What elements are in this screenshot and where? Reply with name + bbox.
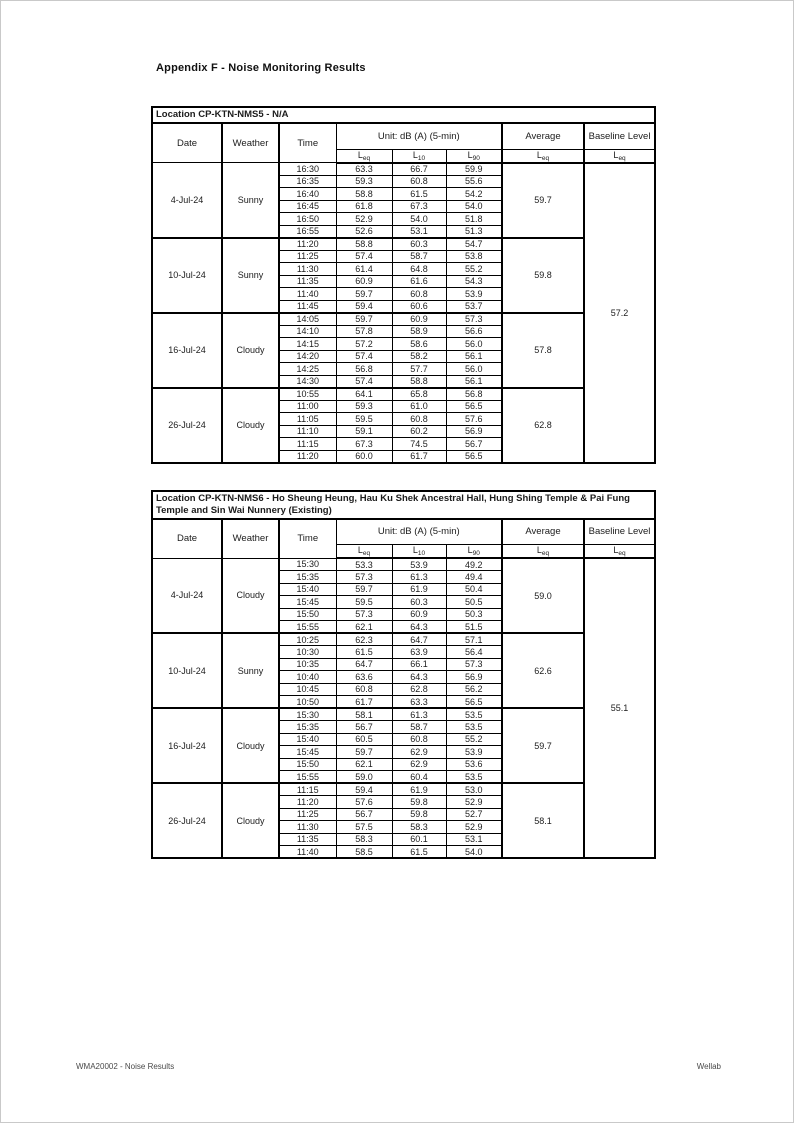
leq-cell: 59.7 [336, 746, 392, 759]
l10-cell: 58.6 [392, 338, 446, 351]
leq-cell: 52.6 [336, 225, 392, 238]
l10-cell: 64.3 [392, 671, 446, 684]
l10-cell: 60.1 [392, 833, 446, 846]
leq-cell: 59.7 [336, 288, 392, 301]
l90-cell: 53.6 [446, 758, 502, 771]
average-cell: 62.8 [502, 388, 584, 463]
measurement-row [152, 163, 655, 176]
leq-cell: 59.3 [336, 400, 392, 413]
l90-cell: 56.0 [446, 338, 502, 351]
col-header-average: Average [502, 123, 584, 149]
time-cell: 10:30 [279, 646, 336, 659]
l10-cell: 60.9 [392, 313, 446, 326]
l10-cell: 66.1 [392, 658, 446, 671]
leq-cell: 57.3 [336, 571, 392, 584]
l90-cell: 52.7 [446, 808, 502, 821]
l90-cell: 54.7 [446, 238, 502, 251]
time-cell: 11:35 [279, 275, 336, 288]
l10-cell: 63.3 [392, 696, 446, 709]
leq-cell: 58.8 [336, 188, 392, 201]
l10-cell: 64.7 [392, 633, 446, 646]
l10-cell: 62.9 [392, 758, 446, 771]
leq-cell: 53.3 [336, 558, 392, 571]
l10-cell: 60.8 [392, 175, 446, 188]
time-cell: 11:15 [279, 783, 336, 796]
leq-cell: 56.8 [336, 363, 392, 376]
leq-cell: 64.1 [336, 388, 392, 401]
time-cell: 10:35 [279, 658, 336, 671]
time-cell: 14:25 [279, 363, 336, 376]
measurement-row [152, 313, 655, 326]
time-cell: 16:35 [279, 175, 336, 188]
l90-cell: 52.9 [446, 796, 502, 809]
leq-cell: 60.0 [336, 450, 392, 463]
subscript: eq [541, 550, 550, 557]
l10-cell: 58.2 [392, 350, 446, 363]
time-cell: 11:10 [279, 425, 336, 438]
l10-cell: 62.9 [392, 746, 446, 759]
time-cell: 14:20 [279, 350, 336, 363]
time-cell: 11:25 [279, 808, 336, 821]
l90-cell: 52.9 [446, 821, 502, 834]
time-cell: 11:05 [279, 413, 336, 426]
l10-cell: 61.3 [392, 708, 446, 721]
time-cell: 15:35 [279, 571, 336, 584]
time-cell: 15:30 [279, 708, 336, 721]
l90-cell: 51.3 [446, 225, 502, 238]
l90-cell: 51.5 [446, 621, 502, 634]
time-cell: 16:50 [279, 213, 336, 226]
l10-cell: 57.7 [392, 363, 446, 376]
col-subheader-average-leq: $L_{eq}$ [502, 149, 584, 163]
l90-cell: 55.2 [446, 263, 502, 276]
l90-cell: 56.6 [446, 325, 502, 338]
l90-cell: 55.2 [446, 733, 502, 746]
time-cell: 15:40 [279, 583, 336, 596]
l90-cell: 56.1 [446, 350, 502, 363]
col-subheader-l10: $L_{10}$ [392, 149, 446, 163]
col-header-baseline: Baseline Level [584, 519, 655, 545]
l10-cell: 61.0 [392, 400, 446, 413]
l10-cell: 62.8 [392, 683, 446, 696]
l90-cell: 56.5 [446, 450, 502, 463]
location-header: Location CP-KTN-NMS5 - N/A [152, 107, 655, 123]
l10-cell: 58.8 [392, 375, 446, 388]
l10-cell: 61.5 [392, 846, 446, 859]
l90-cell: 56.7 [446, 438, 502, 451]
leq-cell: 59.1 [336, 425, 392, 438]
l10-cell: 60.3 [392, 596, 446, 609]
leq-cell: 59.0 [336, 771, 392, 784]
leq-cell: 59.7 [336, 583, 392, 596]
leq-cell: 63.3 [336, 163, 392, 176]
l90-cell: 56.9 [446, 671, 502, 684]
leq-cell: 60.5 [336, 733, 392, 746]
l10-cell: 61.6 [392, 275, 446, 288]
l90-cell: 53.9 [446, 288, 502, 301]
time-cell: 11:30 [279, 821, 336, 834]
l90-cell: 57.3 [446, 658, 502, 671]
l10-cell: 67.3 [392, 200, 446, 213]
average-cell: 59.7 [502, 163, 584, 238]
col-header-weather: Weather [222, 123, 279, 163]
leq-cell: 60.8 [336, 683, 392, 696]
measurement-row [152, 708, 655, 721]
l90-cell: 53.5 [446, 771, 502, 784]
col-subheader-baseline-leq: $L_{eq}$ [584, 149, 655, 163]
l90-cell: 53.5 [446, 708, 502, 721]
leq-cell: 63.6 [336, 671, 392, 684]
leq-cell: 59.7 [336, 313, 392, 326]
time-cell: 10:40 [279, 671, 336, 684]
l90-cell: 51.8 [446, 213, 502, 226]
time-cell: 11:40 [279, 288, 336, 301]
time-cell: 10:55 [279, 388, 336, 401]
time-cell: 11:15 [279, 438, 336, 451]
time-cell: 11:30 [279, 263, 336, 276]
l90-cell: 56.1 [446, 375, 502, 388]
l90-cell: 56.5 [446, 400, 502, 413]
l90-cell: 50.3 [446, 608, 502, 621]
l90-cell: 49.4 [446, 571, 502, 584]
l10-cell: 74.5 [392, 438, 446, 451]
leq-cell: 57.4 [336, 250, 392, 263]
weather-cell: Sunny [222, 633, 279, 708]
time-cell: 14:10 [279, 325, 336, 338]
l10-cell: 61.3 [392, 571, 446, 584]
l90-cell: 57.6 [446, 413, 502, 426]
col-header-average: Average [502, 519, 584, 545]
time-cell: 15:45 [279, 596, 336, 609]
l90-cell: 54.3 [446, 275, 502, 288]
subscript: 90 [472, 154, 480, 162]
col-subheader-l90: $L_{90}$ [446, 149, 502, 163]
date-cell: 26-Jul-24 [152, 388, 222, 463]
l10-cell: 59.8 [392, 796, 446, 809]
l10-cell: 60.8 [392, 413, 446, 426]
leq-cell: 67.3 [336, 438, 392, 451]
l90-cell: 53.5 [446, 721, 502, 734]
l10-cell: 63.9 [392, 646, 446, 659]
subscript: eq [618, 550, 626, 557]
leq-cell: 60.9 [336, 275, 392, 288]
l90-cell: 56.5 [446, 696, 502, 709]
weather-cell: Cloudy [222, 313, 279, 388]
col-header-unit: Unit: dB (A) (5-min) [336, 123, 502, 149]
baseline-level-cell: 57.2 [584, 163, 655, 463]
l10-cell: 64.8 [392, 263, 446, 276]
leq-cell: 59.3 [336, 175, 392, 188]
leq-cell: 59.5 [336, 413, 392, 426]
time-cell: 16:55 [279, 225, 336, 238]
l10-cell: 64.3 [392, 621, 446, 634]
time-cell: 16:40 [279, 188, 336, 201]
leq-cell: 56.7 [336, 808, 392, 821]
leq-cell: 61.5 [336, 646, 392, 659]
time-cell: 11:40 [279, 846, 336, 859]
date-cell: 10-Jul-24 [152, 633, 222, 708]
weather-cell: Sunny [222, 163, 279, 238]
average-cell: 62.6 [502, 633, 584, 708]
time-cell: 10:45 [279, 683, 336, 696]
l90-cell: 57.3 [446, 313, 502, 326]
leq-cell: 61.4 [336, 263, 392, 276]
l10-cell: 58.3 [392, 821, 446, 834]
subscript: 10 [417, 154, 426, 162]
date-cell: 10-Jul-24 [152, 238, 222, 313]
time-cell: 15:30 [279, 558, 336, 571]
time-cell: 15:40 [279, 733, 336, 746]
leq-cell: 62.3 [336, 633, 392, 646]
l90-cell: 59.9 [446, 163, 502, 176]
l90-cell: 50.4 [446, 583, 502, 596]
l90-cell: 54.0 [446, 200, 502, 213]
l90-cell: 57.1 [446, 633, 502, 646]
l90-cell: 53.9 [446, 746, 502, 759]
leq-cell: 56.7 [336, 721, 392, 734]
l10-cell: 61.9 [392, 583, 446, 596]
l10-cell: 61.7 [392, 450, 446, 463]
time-cell: 11:20 [279, 238, 336, 251]
l10-cell: 60.8 [392, 733, 446, 746]
leq-cell: 59.5 [336, 596, 392, 609]
time-cell: 10:25 [279, 633, 336, 646]
date-cell: 4-Jul-24 [152, 163, 222, 238]
col-subheader-l90: $L_{90}$ [446, 545, 502, 559]
col-subheader-leq: $L_{eq}$ [336, 149, 392, 163]
col-header-baseline: Baseline Level [584, 123, 655, 149]
time-cell: 15:50 [279, 758, 336, 771]
measurement-row [152, 633, 655, 646]
weather-cell: Cloudy [222, 708, 279, 783]
leq-cell: 59.4 [336, 783, 392, 796]
l90-cell: 56.4 [446, 646, 502, 659]
time-cell: 15:50 [279, 608, 336, 621]
footer-company: Wellab [696, 1062, 721, 1071]
time-cell: 11:20 [279, 450, 336, 463]
l10-cell: 58.7 [392, 250, 446, 263]
average-cell: 59.0 [502, 558, 584, 633]
time-cell: 14:05 [279, 313, 336, 326]
col-subheader-baseline-leq: $L_{eq}$ [584, 545, 655, 559]
measurement-row [152, 388, 655, 401]
measurement-row [152, 558, 655, 571]
time-cell: 15:35 [279, 721, 336, 734]
leq-cell: 62.1 [336, 621, 392, 634]
time-cell: 11:25 [279, 250, 336, 263]
l90-cell: 56.9 [446, 425, 502, 438]
l90-cell: 56.8 [446, 388, 502, 401]
time-cell: 15:55 [279, 621, 336, 634]
l90-cell: 54.0 [446, 846, 502, 859]
weather-cell: Sunny [222, 238, 279, 313]
footer-doc-ref: WMA20002 - Noise Results [76, 1062, 175, 1071]
time-cell: 16:45 [279, 200, 336, 213]
l90-cell: 50.5 [446, 596, 502, 609]
l90-cell: 53.7 [446, 300, 502, 313]
l10-cell: 60.4 [392, 771, 446, 784]
time-cell: 10:50 [279, 696, 336, 709]
subscript: 10 [417, 550, 426, 557]
leq-cell: 58.8 [336, 238, 392, 251]
page-footer [76, 1062, 721, 1071]
col-header-time: Time [279, 123, 336, 163]
leq-cell: 58.5 [336, 846, 392, 859]
noise-results-table-1 [151, 106, 656, 464]
time-cell: 11:35 [279, 833, 336, 846]
leq-cell: 64.7 [336, 658, 392, 671]
col-header-time: Time [279, 519, 336, 559]
date-cell: 16-Jul-24 [152, 313, 222, 388]
time-cell: 11:45 [279, 300, 336, 313]
l10-cell: 53.9 [392, 558, 446, 571]
col-subheader-average-leq: $L_{eq}$ [502, 545, 584, 559]
col-header-date: Date [152, 123, 222, 163]
l10-cell: 61.5 [392, 188, 446, 201]
l10-cell: 60.9 [392, 608, 446, 621]
date-cell: 4-Jul-24 [152, 558, 222, 633]
leq-cell: 57.6 [336, 796, 392, 809]
l90-cell: 54.2 [446, 188, 502, 201]
l90-cell: 53.0 [446, 783, 502, 796]
leq-cell: 57.2 [336, 338, 392, 351]
page-title: Appendix F - Noise Monitoring Results [156, 62, 366, 74]
leq-cell: 58.1 [336, 708, 392, 721]
noise-results-table-2 [151, 490, 656, 860]
l10-cell: 66.7 [392, 163, 446, 176]
l90-cell: 53.8 [446, 250, 502, 263]
location-header: Location CP-KTN-NMS6 - Ho Sheung Heung, Hau Ku Shek Ancestral Hall, Hung Shing Temple & Pai Fung Temple and Sin Wai Nunnery (Existing) [152, 491, 655, 519]
l10-cell: 60.2 [392, 425, 446, 438]
time-cell: 16:30 [279, 163, 336, 176]
subscript: eq [541, 154, 550, 162]
l10-cell: 59.8 [392, 808, 446, 821]
col-header-weather: Weather [222, 519, 279, 559]
baseline-level-cell: 55.1 [584, 558, 655, 858]
weather-cell: Cloudy [222, 388, 279, 463]
col-header-date: Date [152, 519, 222, 559]
time-cell: 11:00 [279, 400, 336, 413]
leq-cell: 57.4 [336, 375, 392, 388]
l90-cell: 56.0 [446, 363, 502, 376]
leq-cell: 52.9 [336, 213, 392, 226]
subscript: eq [362, 154, 371, 162]
l10-cell: 53.1 [392, 225, 446, 238]
l90-cell: 55.6 [446, 175, 502, 188]
time-cell: 15:45 [279, 746, 336, 759]
l90-cell: 49.2 [446, 558, 502, 571]
leq-cell: 62.1 [336, 758, 392, 771]
time-cell: 14:15 [279, 338, 336, 351]
col-subheader-l10: $L_{10}$ [392, 545, 446, 559]
measurement-row [152, 783, 655, 796]
subscript: eq [362, 550, 371, 557]
l10-cell: 60.3 [392, 238, 446, 251]
l10-cell: 58.7 [392, 721, 446, 734]
tables-container [151, 106, 655, 859]
col-subheader-leq: $L_{eq}$ [336, 545, 392, 559]
leq-cell: 58.3 [336, 833, 392, 846]
time-cell: 14:30 [279, 375, 336, 388]
average-cell: 59.7 [502, 708, 584, 783]
l10-cell: 61.9 [392, 783, 446, 796]
subscript: eq [618, 154, 626, 162]
subscript: 90 [472, 550, 480, 557]
date-cell: 16-Jul-24 [152, 708, 222, 783]
average-cell: 58.1 [502, 783, 584, 858]
leq-cell: 57.8 [336, 325, 392, 338]
leq-cell: 57.5 [336, 821, 392, 834]
leq-cell: 59.4 [336, 300, 392, 313]
l90-cell: 53.1 [446, 833, 502, 846]
weather-cell: Cloudy [222, 558, 279, 633]
l10-cell: 54.0 [392, 213, 446, 226]
leq-cell: 57.4 [336, 350, 392, 363]
time-cell: 11:20 [279, 796, 336, 809]
l90-cell: 56.2 [446, 683, 502, 696]
weather-cell: Cloudy [222, 783, 279, 858]
leq-cell: 61.7 [336, 696, 392, 709]
l10-cell: 60.6 [392, 300, 446, 313]
leq-cell: 57.3 [336, 608, 392, 621]
l10-cell: 65.8 [392, 388, 446, 401]
col-header-unit: Unit: dB (A) (5-min) [336, 519, 502, 545]
average-cell: 57.8 [502, 313, 584, 388]
l10-cell: 58.9 [392, 325, 446, 338]
average-cell: 59.8 [502, 238, 584, 313]
leq-cell: 61.8 [336, 200, 392, 213]
time-cell: 15:55 [279, 771, 336, 784]
date-cell: 26-Jul-24 [152, 783, 222, 858]
l10-cell: 60.8 [392, 288, 446, 301]
measurement-row [152, 238, 655, 251]
